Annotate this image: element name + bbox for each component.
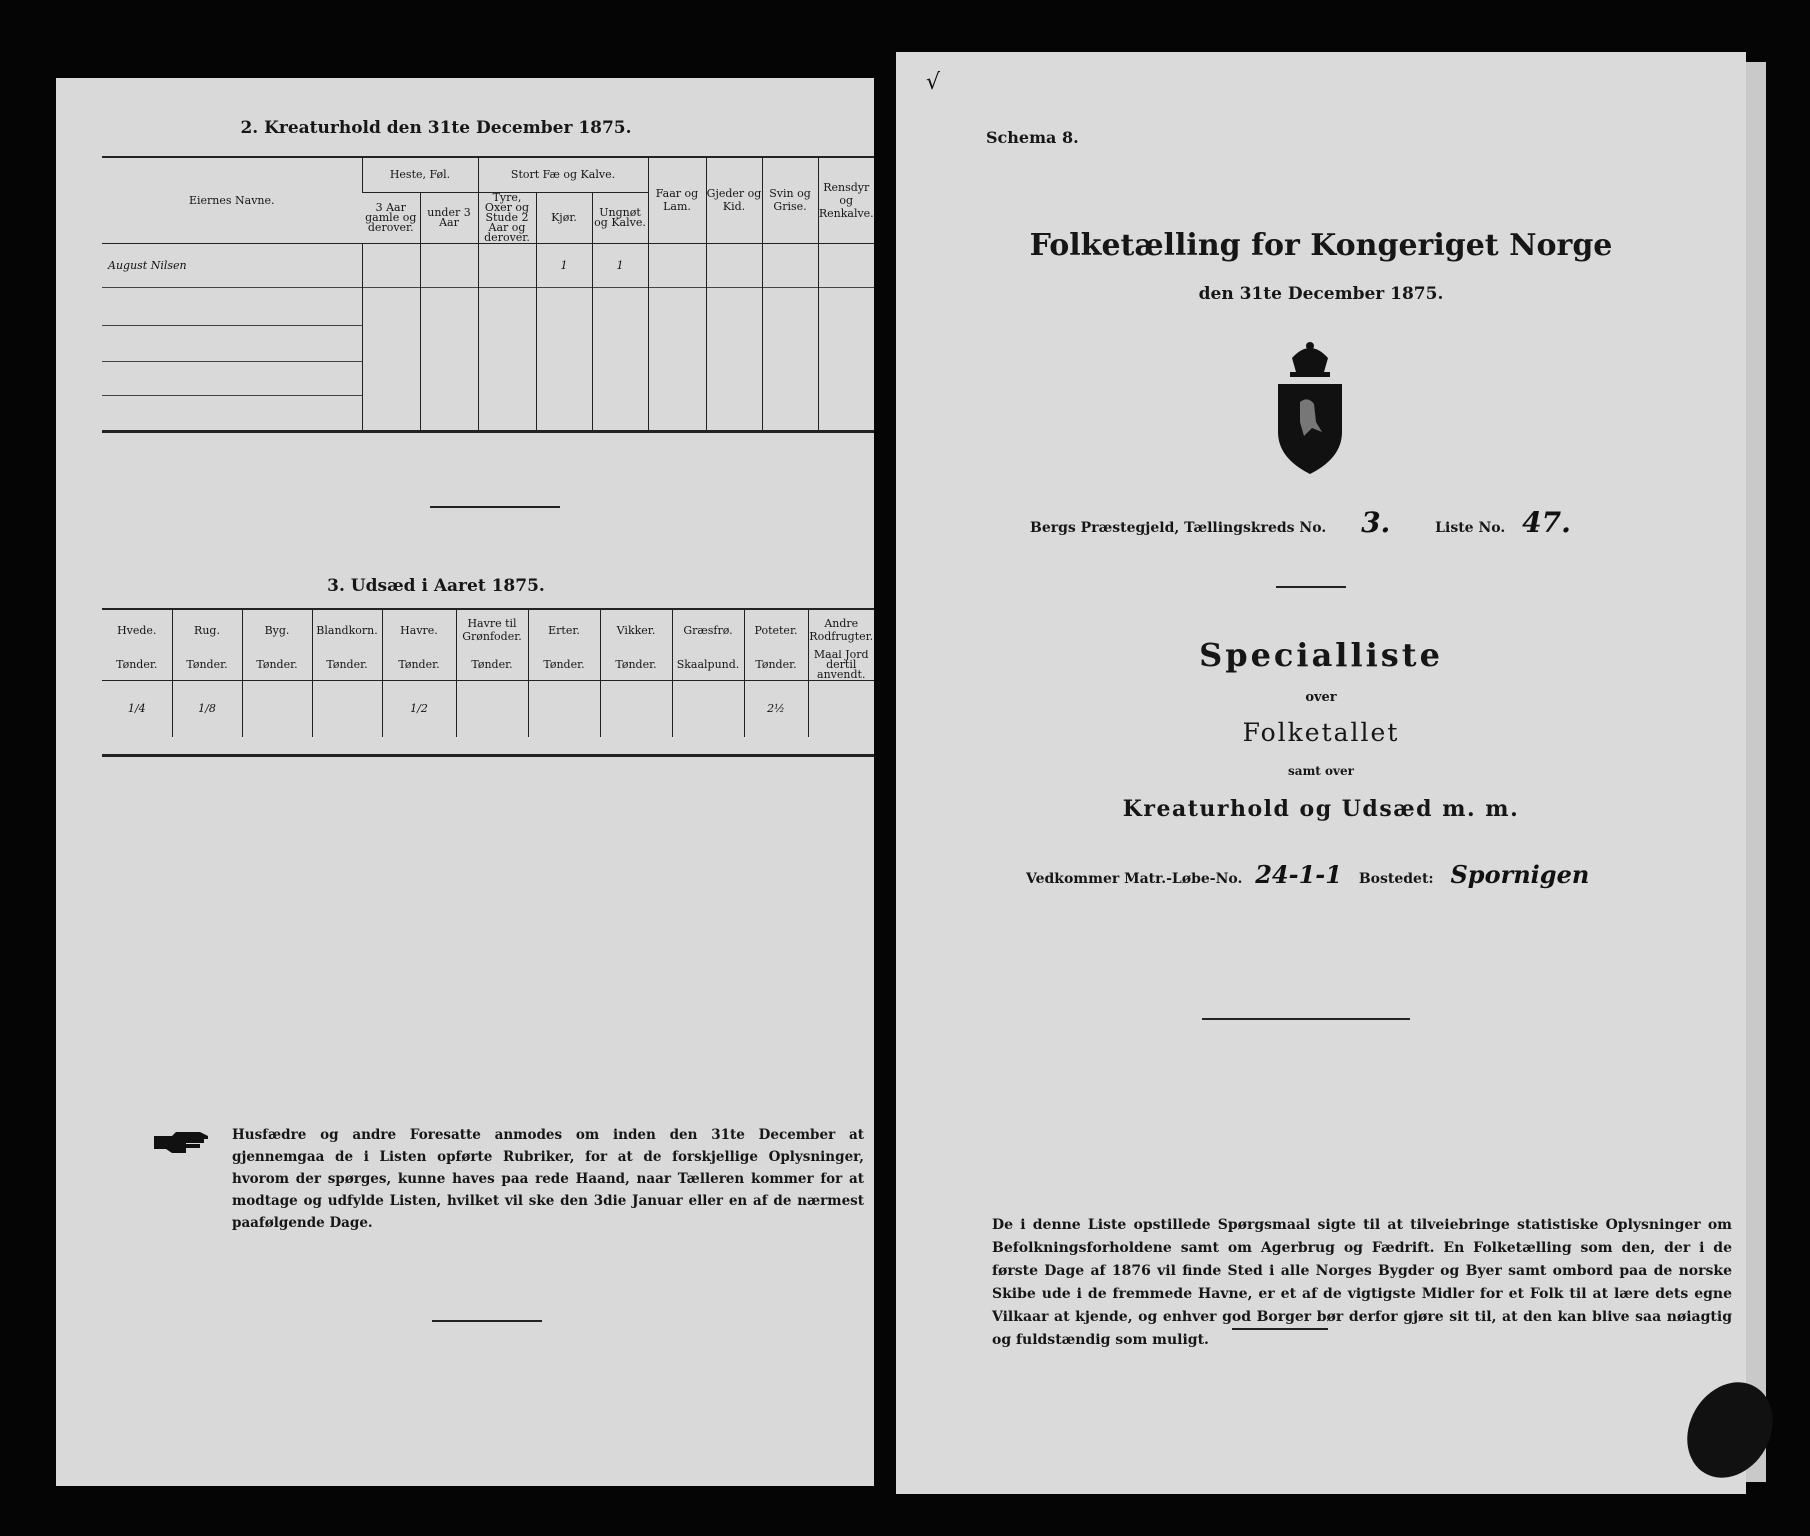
list-number: 47. (1522, 506, 1571, 539)
sowing-value-cell (312, 681, 382, 737)
young-cattle-header: Ungnøt og Kalve. (592, 192, 648, 243)
unit-header: Maal Jord dertil anvendt. (808, 650, 874, 681)
owner-cell (102, 395, 362, 431)
sowing-value-cell: 1/2 (382, 681, 456, 737)
unit-header: Tønder. (744, 650, 808, 681)
matr-number: 24-1-1 (1255, 860, 1342, 889)
district-label: Tællingskreds No. (1184, 520, 1327, 536)
sowing-bottom-rule (102, 754, 874, 757)
pigs-cell (762, 243, 818, 287)
crop-header: Havre. (382, 610, 456, 650)
unit-header: Tønder. (242, 650, 312, 681)
parish-name: Bergs (1030, 520, 1076, 536)
livestock-bottom-rule (102, 430, 874, 433)
sowing-value-cell: 2½ (744, 681, 808, 737)
reindeer-header: Rensdyr og Renkalve. (818, 158, 874, 243)
sowing-value-cell (456, 681, 528, 737)
list-label: Liste No. (1435, 520, 1506, 536)
unit-header: Tønder. (102, 650, 172, 681)
info-paragraph: De i denne Liste opstillede Spørgsmaal sigte til at tilveiebringe statistiske Oplysninger om Befolkningsforholdene samt om Agerbrug og Fædrift. En Folketælling som den, der i de første Dage af 1876 vil finde Sted i alle Norges Bygder og Byer samt ombord paa de norske Skibe ude i de fremmede Havne, er et af de vigtigste Midler for et Folk til at lære dets egne Vilkaar at kjende, og enhver god Borger bør derfor gjøre sit til, at den kan blive saa nøiagtig og fuldstændig som muligt. (992, 1217, 1732, 1348)
bulls-cell (478, 243, 536, 287)
sowing-value-cell (600, 681, 672, 737)
right-page (896, 52, 1746, 1494)
horse-old-cell (362, 243, 420, 287)
crop-header: Andre Rodfrugter. (808, 610, 874, 650)
norway-coat-of-arms-icon (1270, 338, 1350, 482)
sowing-value-cell: 1/4 (127, 702, 146, 716)
young-cattle-cell: 1 (592, 243, 648, 287)
owner-cell: August Nilsen (108, 258, 187, 272)
kreaturhold-text: Kreaturhold og Udsæd m. m. (1122, 796, 1520, 822)
crop-header: Erter. (528, 610, 600, 650)
parish-label: Præstegjeld, (1080, 520, 1180, 536)
unit-header: Skaalpund. (672, 650, 744, 681)
footer-rule (432, 1320, 542, 1322)
pigs-header: Svin og Grise. (762, 158, 818, 243)
crop-header: Havre til Grønfoder. (456, 610, 528, 650)
bosted-label: Bostedet: (1358, 871, 1434, 887)
unit-header: Tønder. (312, 650, 382, 681)
matr-line (1026, 860, 1589, 889)
sowing-value-cell (528, 681, 600, 737)
unit-header: Tønder. (456, 650, 528, 681)
crop-header: Vikker. (600, 610, 672, 650)
crop-header: Byg. (242, 610, 312, 650)
left-page (56, 78, 874, 1486)
footer-rule (1232, 1328, 1328, 1330)
mid-rule (1202, 1018, 1410, 1020)
owner-header: Eiernes Navne. (102, 158, 362, 243)
short-rule (1276, 586, 1346, 588)
crop-header: Blandkorn. (312, 610, 382, 650)
unit-header: Tønder. (172, 650, 242, 681)
owner-cell (102, 287, 362, 325)
cover-date: den 31te December 1875. (1198, 284, 1444, 304)
unit-header: Tønder. (600, 650, 672, 681)
pointing-hand-icon (152, 1128, 212, 1162)
district-number: 3. (1361, 506, 1391, 539)
special-title: Specialliste (1199, 636, 1443, 674)
table-row (102, 325, 874, 361)
horse-young-header: under 3 Aar (420, 192, 478, 243)
sowing-value-cell (672, 681, 744, 737)
crop-header: Hvede. (117, 623, 157, 637)
matr-label: Vedkommer Matr.-Løbe-No. (1026, 871, 1243, 887)
bulls-header: Tyre, Oxer og Stude 2 Aar og derover. (478, 192, 536, 243)
livestock-heading: 2. Kreaturhold den 31te December 1875. (240, 118, 632, 138)
table-row (102, 287, 874, 325)
livestock-table (102, 158, 874, 431)
cows-cell: 1 (536, 243, 592, 287)
goats-header: Gjeder og Kid. (706, 158, 762, 243)
location-line (1030, 506, 1571, 539)
crop-header: Rug. (172, 610, 242, 650)
horses-group-header: Heste, Føl. (362, 158, 478, 192)
unit-header: Tønder. (382, 650, 456, 681)
table-row (102, 395, 874, 431)
notice-paragraph: Husfædre og andre Foresatte anmodes om inden den 31te December at gjennemgaa de i Listen opførte Rubriker, for at de forskjellige Oplysninger, hvorom der spørges, kunne haves paa rede Haand, naar Tælleren kommer for at modtage og udfylde Listen, hvilket vil ske den 3die Januar eller en af de nærmest paafølgende Dage. (232, 1127, 864, 1231)
crop-header: Poteter. (744, 610, 808, 650)
folketallet-text: Folketallet (1242, 718, 1400, 747)
owner-cell (102, 361, 362, 395)
separator-rule (430, 506, 560, 508)
horse-old-header: 3 Aar gamle og derover. (362, 192, 420, 243)
unit-header: Tønder. (528, 650, 600, 681)
sheep-cell (648, 243, 706, 287)
cattle-group-header: Stort Fæ og Kalve. (478, 158, 648, 192)
table-row (102, 361, 874, 395)
horse-young-cell (420, 243, 478, 287)
table-row (102, 243, 874, 287)
over-text: over (1305, 690, 1337, 705)
sowing-value-cell: 1/8 (172, 681, 242, 737)
samt-over-text: samt over (1288, 764, 1354, 778)
sowing-value-cell (808, 681, 874, 737)
sowing-table (102, 610, 874, 737)
crop-header: Græsfrø. (672, 610, 744, 650)
sowing-value-cell (242, 681, 312, 737)
cows-header: Kjør. (536, 192, 592, 243)
sheep-header: Faar og Lam. (648, 158, 706, 243)
owner-cell (102, 325, 362, 361)
cover-title: Folketælling for Kongeriget Norge (1029, 228, 1613, 263)
schema-label: Schema 8. (986, 128, 1079, 147)
check-mark: √ (926, 70, 941, 95)
goats-cell (706, 243, 762, 287)
bosted-value: Spornigen (1450, 860, 1590, 889)
reindeer-cell (818, 243, 874, 287)
sowing-heading: 3. Udsæd i Aaret 1875. (327, 576, 545, 596)
